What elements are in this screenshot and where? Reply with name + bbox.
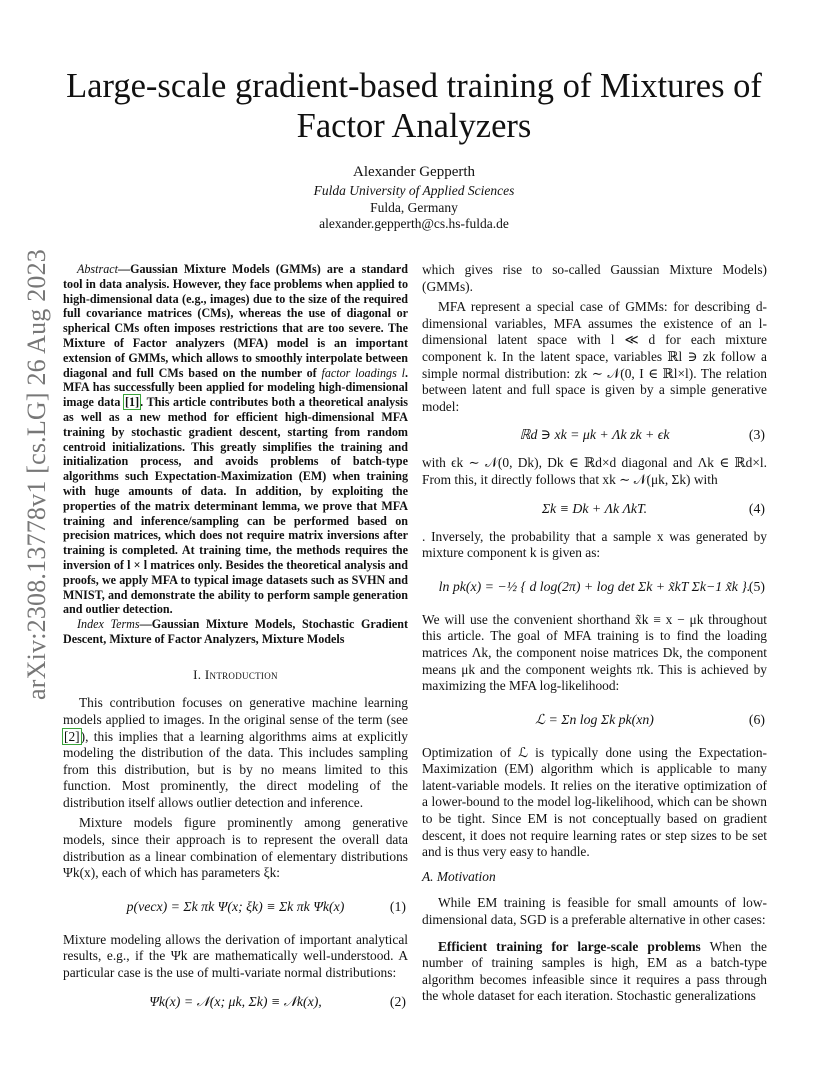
equation-5: [422, 570, 767, 604]
equation-6-body: ℒ = Σn log Σk pk(xn): [535, 711, 654, 727]
intro-paragraph-2: Mixture models figure prominently among generative models, since their approach is to represent the overall data distribution as a linear combination of elementary distributions Ψk(x), each of which has parameters ξk:: [63, 815, 408, 881]
right-paragraph-8: [422, 939, 767, 1005]
equation-1-number: (1): [389, 898, 406, 914]
paragraph-8-lead: Efficient training for large-scale problems: [438, 938, 701, 954]
intro-p1-a: This contribution focuses on generative machine learning models applied to images. In the original sense of the term (see: [63, 695, 408, 727]
arxiv-side-stamp: arXiv:2308.13778v1 [cs.LG] 26 Aug 2023: [22, 249, 51, 700]
section-title: Introduction: [204, 666, 278, 682]
citation-link-1[interactable]: [1]: [125, 395, 140, 410]
right-paragraph-4: . Inversely, the probability that a sample x was generated by mixture component k is given as:: [422, 528, 767, 561]
right-paragraph-3: with ϵk ∼ 𝒩(0, Dk), Dk ∈ ℝd×d diagonal and Λk ∈ ℝd×l. From this, it directly follows that xk ∼ 𝒩(μk, Σk) with: [422, 455, 767, 487]
author-name: Alexander Gepperth: [352, 164, 476, 180]
index-terms: [63, 617, 408, 647]
equation-2: [63, 990, 408, 1014]
abstract-factor-loadings: factor loadings l: [321, 365, 405, 380]
index-terms-lead: Index Terms: [77, 617, 140, 632]
right-paragraph-2: MFA represent a special case of GMMs: for describing d-dimensional variables, MFA assumes the existence of an l-dimensional latent space with l ≪ d for each mixture component k. In the latent space, variables ℝl ∋ zk follow a simple normal distribution: zk ∼ 𝒩(0, I ∈ ℝl×l). The relation between latent and full space is given by a simple generative model:: [422, 299, 767, 414]
equation-3-number: (3): [748, 427, 765, 443]
right-paragraph-5: We will use the convenient shorthand x̃k ≡ x − μk throughout this article. The goal of MFA training is to find the loading matrices Λk, the component noise matrices Dk, the component means μk and the component weights πk. This is achieved by maximizing the MFA log-likelihood:: [422, 611, 767, 694]
equation-4-number: (4): [748, 500, 765, 516]
paragraph-8-text: When the number of training samples is high, EM as a batch-type algorithm becomes infeasible since it requires a pass through the whole dataset for each iteration. Stochastic generalizations: [422, 938, 767, 1004]
equation-3-body: ℝd ∋ xk = μk + Λk zk + ϵk: [519, 427, 670, 443]
intro-paragraph-1: [63, 695, 408, 811]
author-affiliation: Fulda University of Applied Sciences: [313, 183, 515, 198]
intro-paragraph-3: Mixture modeling allows the derivation of important analytical results, e.g., if the Ψk are mathematically well-understood. A particular case is the use of multi-variate normal distributions:: [63, 931, 408, 981]
equation-4-body: Σk ≡ Dk + Λk ΛkT.: [541, 500, 648, 516]
right-paragraph-1: which gives rise to so-called Gaussian Mixture Models) (GMMs).: [422, 262, 767, 294]
equation-1-body: p(vecx) = Σk πk Ψ(x; ξk) ≡ Σk πk Ψk(x): [126, 898, 345, 914]
intro-p1-b: ), this implies that a learning algorithms aims at explicitly modeling the distribution of the data. This includes sampling from this distribution, but is by no means limited to this function. Most prominently, the direct modeling of the distribution itself allows outlier detection and inference.: [63, 728, 408, 810]
equation-3: [422, 423, 767, 447]
author-email[interactable]: alexander.gepperth@cs.hs-fulda.de: [319, 216, 509, 231]
equation-6: [422, 703, 767, 737]
equation-1: [63, 890, 408, 924]
subsection-heading-motivation: A. Motivation: [422, 868, 496, 884]
section-heading-introduction: [63, 667, 408, 684]
left-column: [63, 262, 408, 1022]
section-number: I.: [193, 666, 202, 682]
right-paragraph-6: Optimization of ℒ is typically done using the Expectation-Maximization (EM) algorithm which is applicable to many latent-variable models. It relies on the iterative optimization of a lower-bound to the model log-likelihood, which can be shown to be tight. Since EM is not conceptually based on gradient descent, it does not require learning rates or step sizes to be set and is thus very easy to handle.: [422, 744, 767, 860]
equation-2-number: (2): [389, 993, 406, 1009]
abstract-text-1: —Gaussian Mixture Models (GMMs) are a standard tool in data analysis. However, they face problems when applied to high-dimensional data (e.g., images) due to the size of the required full covariance matrices (CMs), whereas the use of diagonal or spherical CMs often imposes restrictions that are too severe. The Mixture of Factor analyzers (MFA) model is an important extension of GMMs, which allows to smoothly interpolate between diagonal and full CMs based on the number of: [63, 262, 408, 380]
paper-title: Large-scale gradient-based training of Mixtures of Factor Analyzers: [66, 67, 762, 145]
abstract-text-3: . This article contributes both a theoretical analysis as well as a new method for efficient high-dimensional MFA training by stochastic gradient descent, starting from random centroid initializations. This greatly simplifies the training and initialization process, and avoids problems of batch-type algorithms such Expectation-Maximization (EM) when training with huge amounts of data. In addition, by exploiting the properties of the matrix determinant lemma, we prove that MFA training and inference/sampling can be performed based on precision matrices, which does not require matrix inversions after training is completed. At training time, the methods requires the inversion of l × l matrices only. Besides the theoretical analysis and proofs, we apply MFA to typical image datasets such as SVHN and MNIST, and demonstrate the ability to perform sample generation and outlier detection.: [63, 395, 408, 617]
equation-5-number: (5): [748, 578, 765, 594]
equation-6-number: (6): [748, 711, 765, 727]
right-column: [422, 262, 767, 1009]
abstract-text-2: . MFA has successfully been applied for modeling high-dimensional image data: [63, 365, 408, 410]
abstract-lead: Abstract: [77, 262, 118, 276]
right-paragraph-7: While EM training is feasible for small amounts of low-dimensional data, SGD is a preferable alternative in other cases:: [422, 895, 767, 928]
equation-5-body: ln pk(x) = −½ { d log(2π) + log det Σk + x̃kT Σk−1 x̃k }.: [438, 578, 751, 594]
abstract: [63, 262, 408, 617]
citation-link-2[interactable]: [2]: [64, 728, 80, 744]
index-terms-text: —Gaussian Mixture Models, Stochastic Gradient Descent, Mixture of Factor Analyzers, Mixture Models: [63, 617, 408, 646]
author-location: Fulda, Germany: [370, 200, 458, 215]
equation-2-body: Ψk(x) = 𝒩(x; μk, Σk) ≡ 𝒩k(x),: [149, 993, 322, 1009]
equation-4: [422, 497, 767, 521]
